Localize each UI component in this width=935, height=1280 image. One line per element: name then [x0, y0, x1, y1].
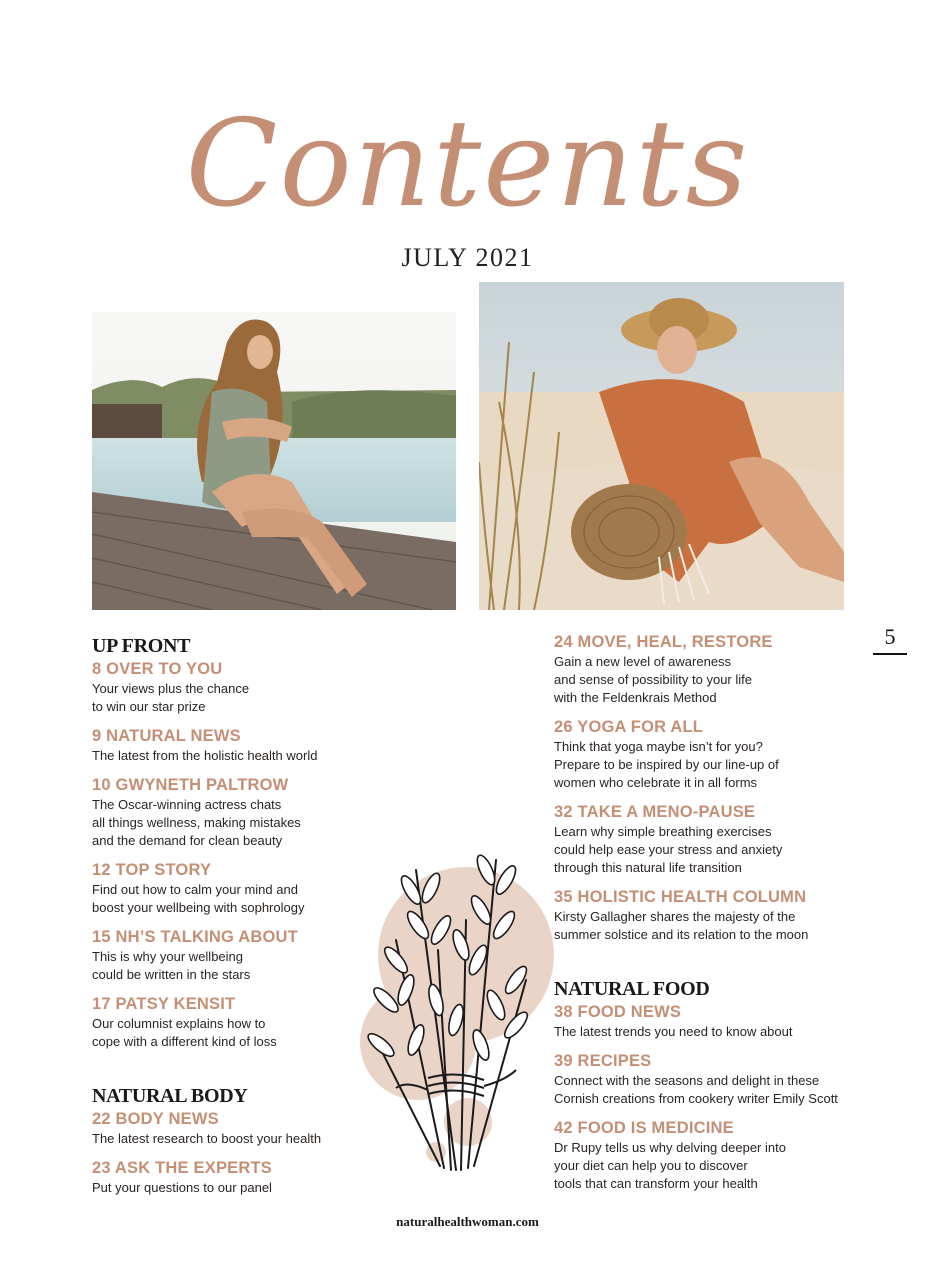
entry-desc: Put your questions to our panel — [92, 1180, 272, 1195]
section-heading-natural-food: NATURAL FOOD — [554, 978, 710, 1000]
entry-title[interactable]: 12 TOP STORY — [92, 861, 212, 879]
entry-desc: This is why your wellbeing could be written in the stars — [92, 949, 251, 982]
entry-desc: Find out how to calm your mind and boost your wellbeing with sophrology — [92, 882, 305, 915]
contents-entry[interactable] — [554, 801, 874, 877]
entry-title[interactable]: 35 HOLISTIC HEALTH COLUMN — [554, 888, 807, 906]
contents-entry[interactable] — [554, 1001, 874, 1041]
entry-desc: Gain a new level of awareness and sense of possibility to your life with the Feldenkrais Method — [554, 654, 752, 705]
entry-title[interactable]: 24 MOVE, HEAL, RESTORE — [554, 633, 773, 651]
photo-woman-on-beach — [479, 282, 844, 610]
contents-entry[interactable] — [554, 631, 874, 707]
entry-title[interactable]: 38 FOOD NEWS — [554, 1003, 682, 1021]
entry-desc: The latest research to boost your health — [92, 1131, 322, 1146]
entry-title[interactable]: 17 PATSY KENSIT — [92, 995, 236, 1013]
entry-title[interactable]: 9 NATURAL NEWS — [92, 727, 241, 745]
entry-desc: Dr Rupy tells us why delving deeper into your diet can help you to discover tools that can transform your health — [554, 1140, 786, 1191]
entry-title[interactable]: 10 GWYNETH PALTROW — [92, 776, 289, 794]
entry-desc: Kirsty Gallagher shares the majesty of the summer solstice and its relation to the moon — [554, 909, 809, 942]
section-heading-up-front: UP FRONT — [92, 635, 191, 657]
entry-title[interactable]: 23 ASK THE EXPERTS — [92, 1159, 272, 1177]
page-number-rule — [873, 653, 907, 655]
entry-title[interactable]: 15 NH’S TALKING ABOUT — [92, 928, 298, 946]
entry-desc: Learn why simple breathing exercises could help ease your stress and anxiety through this natural life transition — [554, 824, 783, 875]
contents-entry[interactable] — [554, 716, 874, 792]
contents-title: Contents — [185, 95, 750, 234]
entry-desc: Think that yoga maybe isn’t for you? Prepare to be inspired by our line-up of women who celebrate it in all forms — [554, 739, 779, 790]
entry-title[interactable]: 22 BODY NEWS — [92, 1110, 219, 1128]
entry-desc: The Oscar-winning actress chats all things wellness, making mistakes and the demand for clean beauty — [92, 797, 301, 848]
entry-desc: The latest trends you need to know about — [554, 1024, 793, 1039]
contents-entry[interactable] — [92, 658, 432, 716]
entry-desc: Your views plus the chance to win our star prize — [92, 681, 250, 714]
contents-entry[interactable] — [92, 725, 432, 765]
herb-bundle-illustration — [356, 830, 556, 1180]
page-number: 5 — [884, 624, 896, 649]
website-url[interactable]: naturalhealthwoman.com — [396, 1214, 539, 1229]
entry-desc: Connect with the seasons and delight in these Cornish creations from cookery writer Emily Scott — [554, 1073, 838, 1106]
contents-entry[interactable] — [554, 1050, 874, 1108]
contents-entry[interactable] — [554, 1117, 874, 1193]
entry-title[interactable]: 32 TAKE A MENO-PAUSE — [554, 803, 756, 821]
entry-title[interactable]: 26 YOGA FOR ALL — [554, 718, 704, 736]
entry-title[interactable]: 8 OVER TO YOU — [92, 660, 223, 678]
issue-date: JULY 2021 — [401, 243, 534, 272]
entry-title[interactable]: 39 RECIPES — [554, 1052, 652, 1070]
entry-desc: Our columnist explains how to cope with a different kind of loss — [92, 1016, 277, 1049]
contents-column-right — [554, 631, 874, 1202]
photo-woman-by-pool — [92, 312, 456, 610]
section-heading-natural-body: NATURAL BODY — [92, 1085, 248, 1107]
contents-entry[interactable] — [554, 886, 874, 944]
entry-title[interactable]: 42 FOOD IS MEDICINE — [554, 1119, 734, 1137]
entry-desc: The latest from the holistic health world — [92, 748, 318, 763]
